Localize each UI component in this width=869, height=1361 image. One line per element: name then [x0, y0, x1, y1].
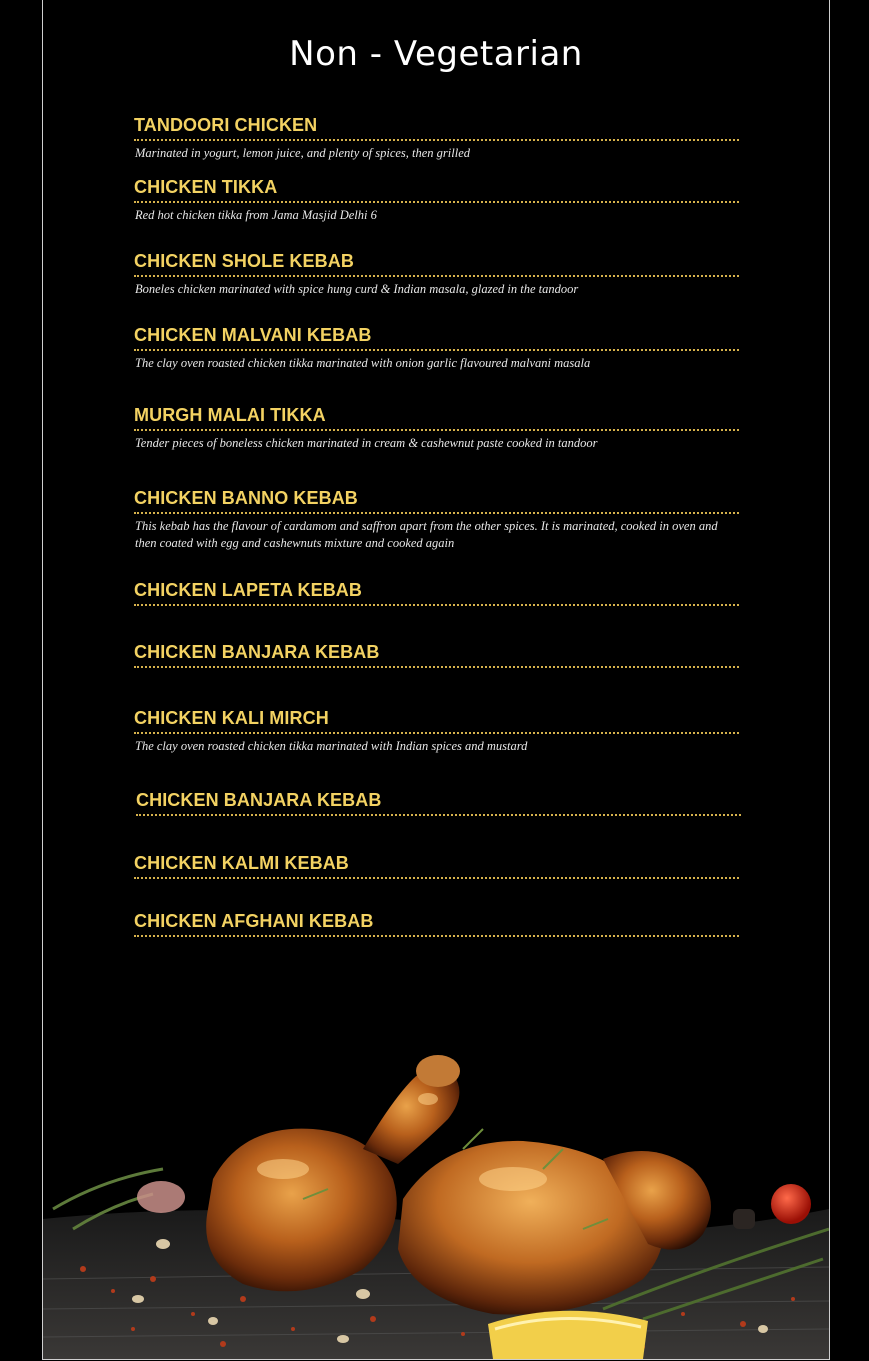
menu-item-name: CHICKEN BANNO KEBAB	[134, 487, 739, 514]
roasted-chicken-photo	[43, 1029, 829, 1359]
menu-item-description: The clay oven roasted chicken tikka marinated with Indian spices and mustard	[135, 739, 528, 753]
menu-item-name: CHICKEN SHOLE KEBAB	[134, 250, 739, 277]
menu-item-description: Boneles chicken marinated with spice hung curd & Indian masala, glazed in the tandoor	[135, 282, 579, 296]
menu-item-description: This kebab has the flavour of cardamom and saffron apart from the other spices. It is marinated, cooked in oven and then coated with egg and cashewnuts mixture and cooked again	[135, 519, 718, 550]
menu-item	[134, 707, 739, 755]
menu-item-name: MURGH MALAI TIKKA	[134, 404, 739, 431]
menu-item	[134, 250, 739, 298]
menu-item	[134, 579, 739, 606]
menu-item-name: CHICKEN LAPETA KEBAB	[134, 579, 739, 606]
menu-item-description: Red hot chicken tikka from Jama Masjid Delhi 6	[135, 208, 377, 222]
menu-item-name: CHICKEN KALI MIRCH	[134, 707, 739, 734]
menu-item	[134, 487, 739, 552]
menu-item	[134, 404, 739, 452]
menu-item	[136, 789, 741, 816]
menu-item-description: Marinated in yogurt, lemon juice, and plenty of spices, then grilled	[135, 146, 471, 160]
menu-item	[134, 176, 739, 224]
menu-item-description: The clay oven roasted chicken tikka marinated with onion garlic flavoured malvani masala	[135, 356, 591, 370]
menu-item-name: CHICKEN KALMI KEBAB	[134, 852, 739, 879]
menu-item	[134, 910, 739, 937]
menu-page	[42, 0, 830, 1360]
menu-item	[134, 114, 739, 162]
menu-item-name: CHICKEN MALVANI KEBAB	[134, 324, 739, 351]
menu-item	[134, 852, 739, 879]
page-title: Non - Vegetarian	[289, 34, 583, 74]
menu-item-name: CHICKEN BANJARA KEBAB	[136, 789, 741, 816]
menu-item	[134, 641, 739, 668]
menu-item-name: CHICKEN TIKKA	[134, 176, 739, 203]
menu-item-description: Tender pieces of boneless chicken marinated in cream & cashewnut paste cooked in tandoor	[135, 436, 598, 450]
menu-item-name: CHICKEN BANJARA KEBAB	[134, 641, 739, 668]
menu-item	[134, 324, 739, 372]
menu-item-name: CHICKEN AFGHANI KEBAB	[134, 910, 739, 937]
menu-item-name: TANDOORI CHICKEN	[134, 114, 739, 141]
